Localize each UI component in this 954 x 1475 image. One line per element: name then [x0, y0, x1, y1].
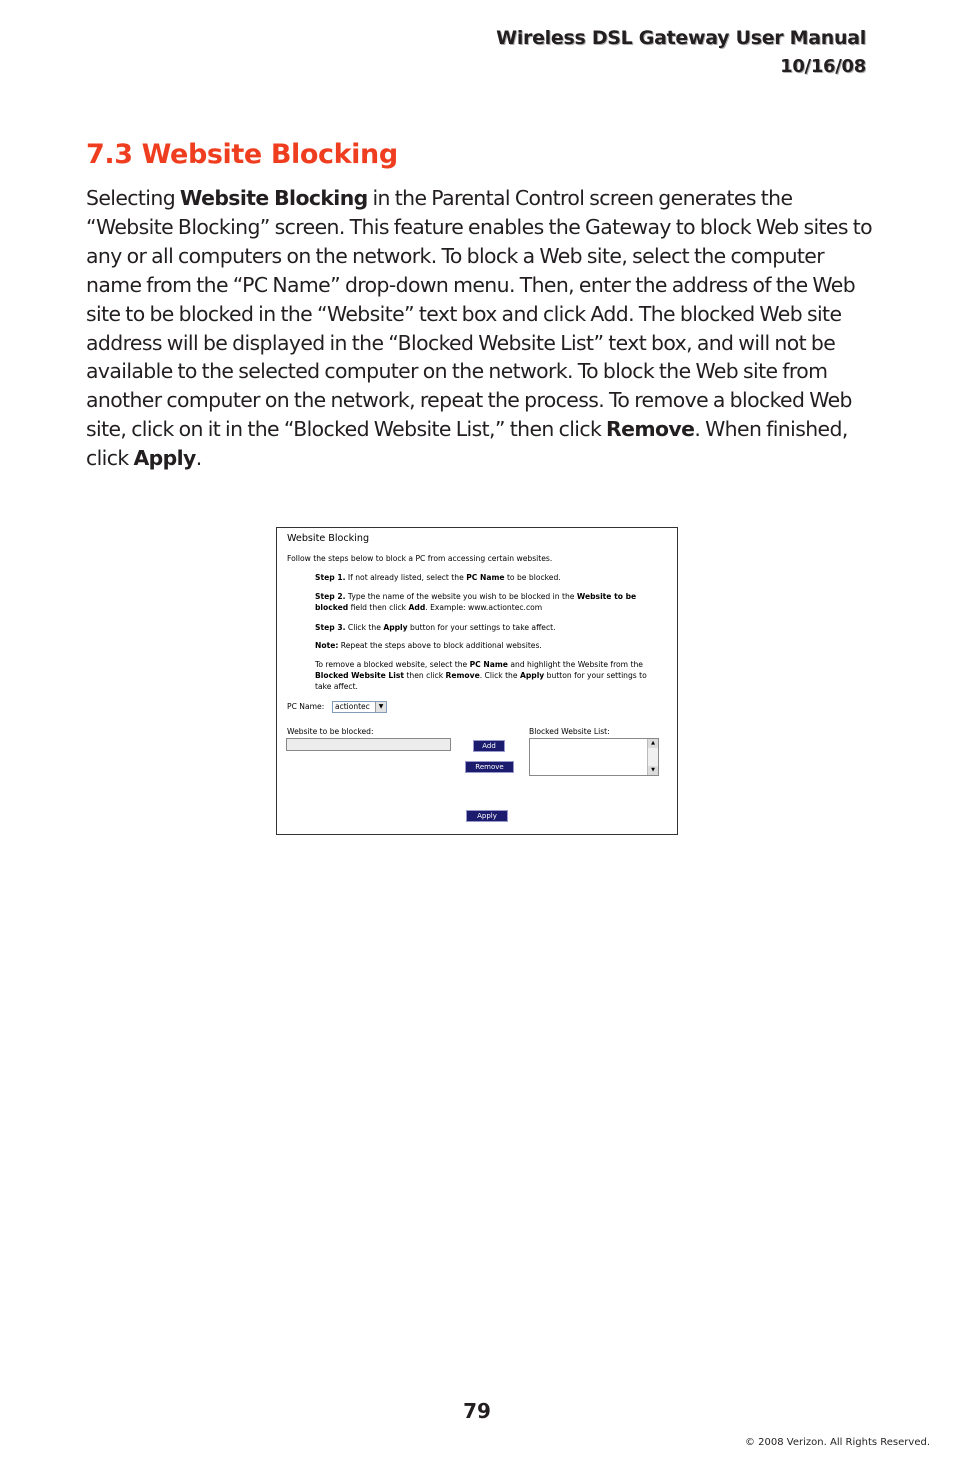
blocked-website-list[interactable]: [529, 738, 659, 776]
screen-intro: Follow the steps below to block a PC from accessing certain websites.: [287, 554, 553, 563]
scrollbar[interactable]: [647, 739, 658, 775]
pc-name-value: actiontec: [335, 702, 370, 711]
website-label: Website to be blocked:: [287, 727, 374, 736]
remove-info: To remove a blocked website, select the PC Name and highlight the Website from the Blocked Website List then click Remove. Click the Apply button for your settings to take affect.: [315, 660, 647, 691]
para-text: .: [195, 446, 202, 471]
remove-button[interactable]: Remove: [465, 761, 514, 773]
pc-name-label: PC Name:: [287, 702, 325, 711]
section-title: 7.3 Website Blocking: [86, 139, 398, 170]
chevron-down-icon[interactable]: ▼: [375, 702, 386, 712]
section-paragraph: [86, 184, 876, 473]
scroll-down-icon[interactable]: ▼: [648, 766, 658, 775]
screen-title: Website Blocking: [287, 533, 370, 544]
step-1: Step 1. If not already listed, select the PC Name to be blocked.: [315, 573, 561, 582]
para-bold-remove: Remove: [606, 417, 695, 442]
para-text: . When finished, click: [86, 417, 848, 471]
manual-date: 10/16/08: [780, 56, 866, 77]
step-3: Step 3. Click the Apply button for your settings to take affect.: [315, 623, 556, 632]
pc-name-select[interactable]: [332, 701, 387, 713]
copyright: © 2008 Verizon. All Rights Reserved.: [745, 1437, 930, 1448]
para-text: in the Parental Control screen generates the “Website Blocking” screen. This feature enables the Gateway to block Web sites to any or all computers on the network. To block a Web site, select the computer name from the “PC Name” drop-down menu. Then, enter the address of the Web site to be blocked in the “Website” text box and click Add. The blocked Web site address will be displayed in the “Blocked Website List” text box, and will not be available to the selected computer on the network. To block the Web site from another computer on the network, repeat the process. To remove a blocked Web site, click on it in the “Blocked Website List,” then click: [86, 186, 873, 442]
blocked-list-label: Blocked Website List:: [529, 727, 610, 736]
para-bold-apply: Apply: [133, 446, 196, 471]
para-bold-website-blocking: Website Blocking: [179, 186, 368, 210]
manual-title: Wireless DSL Gateway User Manual: [496, 27, 866, 49]
page-number: 79: [463, 1399, 491, 1423]
note: Note: Repeat the steps above to block additional websites.: [315, 641, 542, 650]
para-text: Selecting: [86, 186, 180, 210]
step-2: Step 2. Type the name of the website you wish to be blocked in the Website to be blocked field then click Add. Example: www.actiontec.com: [315, 592, 637, 612]
website-blocking-screenshot: [276, 527, 678, 835]
apply-button[interactable]: Apply: [466, 810, 508, 822]
add-button[interactable]: Add: [473, 740, 505, 752]
website-input[interactable]: [286, 738, 451, 751]
scroll-up-icon[interactable]: ▲: [648, 739, 658, 748]
